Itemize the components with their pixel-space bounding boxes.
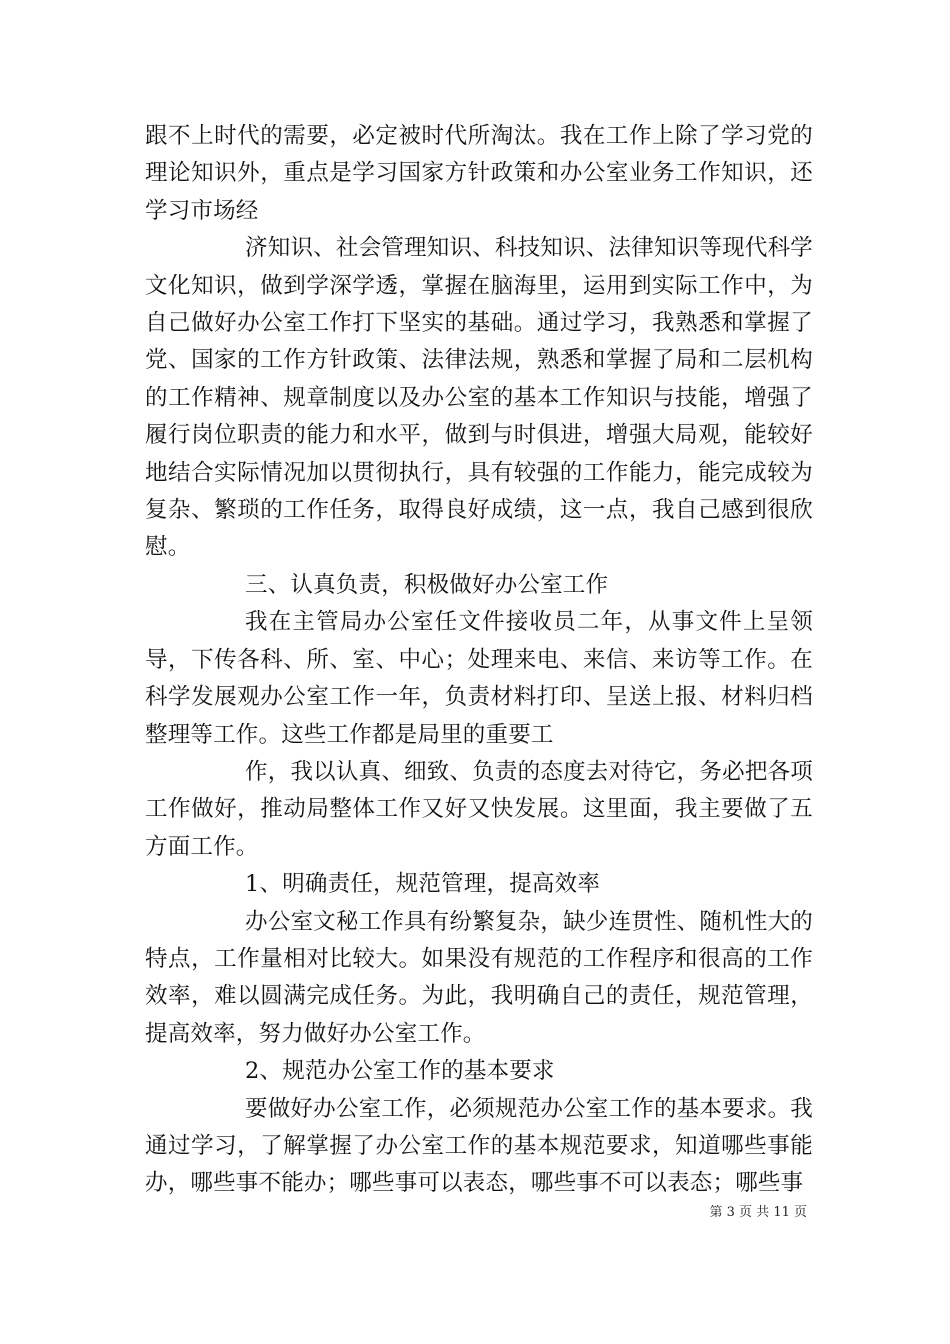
paragraph-9: 要做好办公室工作，必须规范办公室工作的基本要求。我通过学习，了解掌握了办公室工作的基本规范要求，知道哪些事能办，哪些事不能办；哪些事可以表态，哪些事不可以表态；哪些事: [145, 1095, 813, 1197]
section-heading-3: 三、认真负责，积极做好办公室工作: [245, 571, 609, 598]
document-body: [145, 118, 813, 1203]
paragraph-5: 作，我以认真、细致、负责的态度去对待它，务必把各项工作做好，推动局整体工作又好又快发展。这里面，我主要做了五方面工作。: [145, 758, 813, 860]
subheading-1: 1、明确责任，规范管理，提高效率: [245, 871, 601, 898]
subheading-2: 2、规范办公室工作的基本要求: [245, 1058, 555, 1085]
paragraph-2: 济知识、社会管理知识、科技知识、法律知识等现代科学文化知识，做到学深学透，掌握在脑海里，运用到实际工作中，为自己做好办公室工作打下坚实的基础。通过学习，我熟悉和掌握了党、国家的工作方针政策、法律法规，熟悉和掌握了局和二层机构的工作精神、规章制度以及办公室的基本工作知识与技能，增强了履行岗位职责的能力和水平，做到与时俱进，增强大局观，能较好地结合实际情况加以贯彻执行，具有较强的工作能力，能完成较为复杂、繁琐的工作任务，取得良好成绩，这一点，我自己感到很欣慰。: [145, 235, 813, 561]
paragraph-1: 跟不上时代的需要，必定被时代所淘汰。我在工作上除了学习党的理论知识外，重点是学习国家方针政策和办公室业务工作知识，还学习市场经: [145, 123, 813, 224]
paragraph-4: 我在主管局办公室任文件接收员二年，从事文件上呈领导，下传各科、所、室、中心；处理来电、来信、来访等工作。在科学发展观办公室工作一年，负责材料打印、呈送上报、材料归档整理等工作。这些工作都是局里的重要工: [145, 609, 813, 748]
page-number: 第 3 页 共 11 页: [709, 1205, 807, 1220]
paragraph-7: 办公室文秘工作具有纷繁复杂，缺少连贯性、随机性大的特点，工作量相对比较大。如果没有规范的工作程序和很高的工作效率，难以圆满完成任务。为此，我明确自己的责任，规范管理，提高效率，努力做好办公室工作。: [145, 908, 813, 1047]
